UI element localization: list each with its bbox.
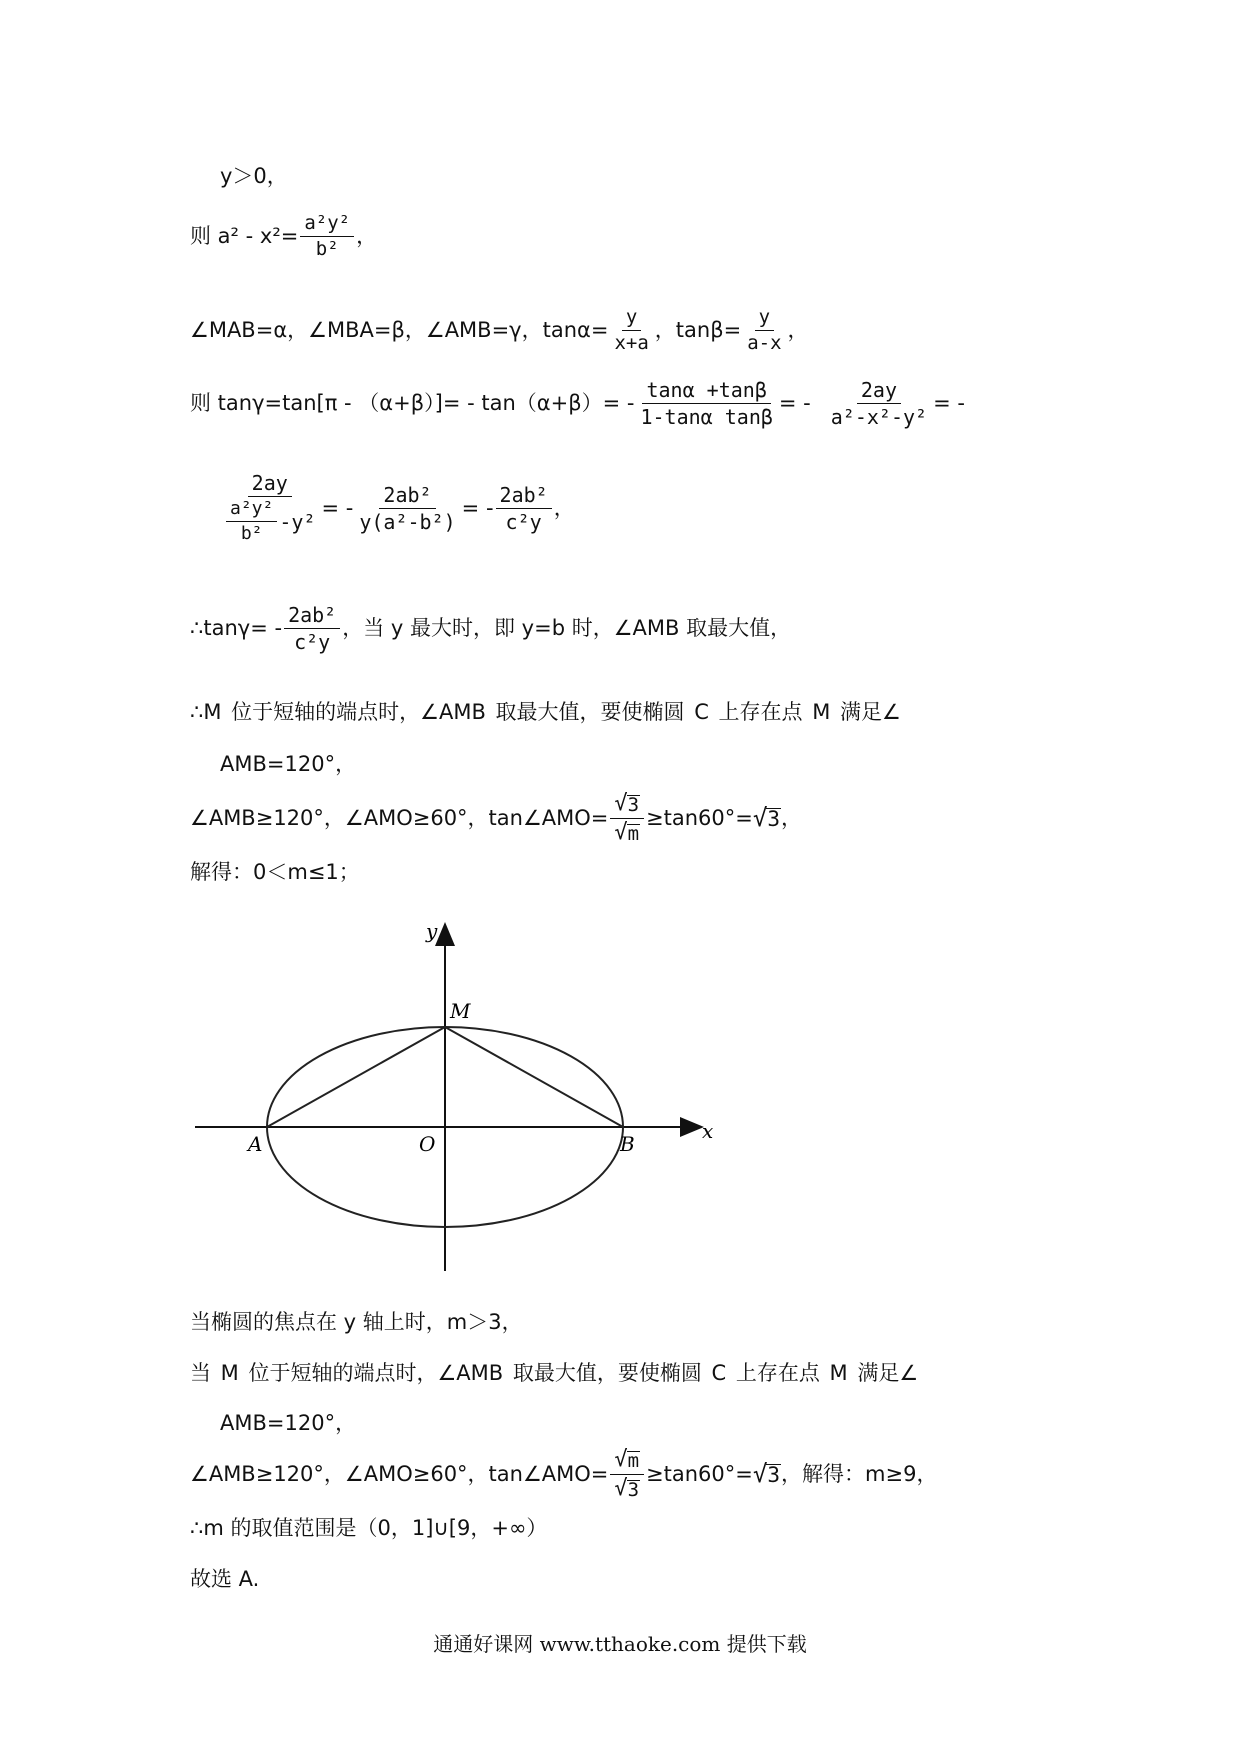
fraction-2ay-over-expression bbox=[827, 380, 931, 427]
text-line-6 bbox=[190, 605, 791, 652]
text-line-9 bbox=[190, 793, 802, 844]
fraction-numerator bbox=[610, 1449, 644, 1475]
text-line-7 bbox=[190, 702, 901, 723]
fraction-denominator: c²y bbox=[294, 630, 331, 654]
line-12-text: 当 M 位于短轴的端点时，∠AMB 取最大值，要使椭圆 C 上存在点 M 满足∠ bbox=[190, 1361, 919, 1385]
fraction-sqrt3-over-sqrtm bbox=[610, 793, 644, 844]
sqrt-3-result: √ 3 bbox=[752, 1460, 781, 1489]
line-9-part-d: ， bbox=[781, 805, 803, 830]
fraction-numerator: tanα +tanβ bbox=[642, 380, 770, 404]
line-5-part-c: ， bbox=[553, 495, 575, 520]
fraction-numerator: a²y² bbox=[300, 214, 354, 237]
fraction-tan-sum bbox=[636, 380, 776, 427]
fraction-numerator: y bbox=[755, 308, 774, 331]
fraction-sqrtm-over-sqrt3 bbox=[610, 1449, 644, 1500]
line-5-part-a: = - bbox=[321, 495, 354, 520]
line-14-part-a: ∠AMB≥120°，∠AMO≥60°，tan∠AMO= bbox=[190, 1461, 609, 1486]
fraction-denominator: 1-tanα tanβ bbox=[640, 405, 773, 429]
sqrt-3-result: √ 3 bbox=[752, 804, 781, 833]
line-8-text: AMB=120°， bbox=[220, 752, 357, 776]
fraction-tan-gamma bbox=[284, 605, 340, 652]
line-6-part-b: ，当 y 最大时，即 y=b 时，∠AMB 取最大值， bbox=[342, 616, 792, 640]
line-4-part-b: = - bbox=[778, 391, 811, 415]
text-line-8 bbox=[220, 754, 356, 775]
fraction-tan-beta bbox=[743, 308, 785, 353]
line-14-part-b: ≥tan60°= bbox=[646, 1461, 753, 1486]
fraction-compound bbox=[220, 473, 319, 543]
fraction-numerator: 2ay bbox=[857, 380, 901, 404]
page-footer bbox=[0, 1628, 1240, 1657]
line-6-part-a: ∴tanγ= - bbox=[190, 616, 283, 640]
text-line-3 bbox=[190, 308, 809, 353]
label-o: O bbox=[419, 1132, 436, 1156]
text-line-14 bbox=[190, 1449, 937, 1500]
text-line-5 bbox=[218, 473, 575, 543]
label-y: y bbox=[426, 919, 438, 943]
sqrt-3: √ 3 bbox=[614, 791, 640, 816]
label-b: B bbox=[620, 1132, 635, 1156]
line-7-text: ∴M 位于短轴的端点时，∠AMB 取最大值，要使椭圆 C 上存在点 M 满足∠ bbox=[190, 700, 901, 724]
fraction-denominator: y(a²-b²) bbox=[359, 509, 456, 534]
fraction-denominator: x+a bbox=[614, 332, 649, 354]
line-2-prefix: 则 a² - x²= bbox=[190, 224, 299, 248]
denominator-tail: -y² bbox=[279, 509, 316, 534]
fraction-denominator: b² bbox=[240, 523, 263, 544]
text-line-16 bbox=[190, 1569, 259, 1590]
text-line-12 bbox=[190, 1363, 918, 1384]
text-line-10 bbox=[190, 862, 360, 883]
label-m: M bbox=[450, 999, 471, 1023]
fraction-denominator: a-x bbox=[747, 332, 782, 354]
line-4-part-a: 则 tanγ=tan[π - （α+β）]= - tan（α+β）= - bbox=[190, 391, 635, 415]
line-3-part-c: ， bbox=[787, 318, 809, 342]
segment-am bbox=[267, 1027, 445, 1127]
fraction-2ab2-over-c2y bbox=[496, 482, 552, 534]
line-15-text: ∴m 的取值范围是（0，1]∪[9，+∞） bbox=[190, 1516, 548, 1540]
fraction-numerator: a²y² bbox=[226, 500, 277, 522]
label-x: x bbox=[702, 1119, 714, 1143]
fraction-numerator: 2ab² bbox=[496, 485, 552, 509]
fraction-numerator: y bbox=[622, 308, 641, 331]
line-9-part-a: ∠AMB≥120°，∠AMO≥60°，tan∠AMO= bbox=[190, 805, 609, 830]
line-1-text: y＞0， bbox=[220, 164, 288, 188]
ellipse-figure bbox=[190, 918, 714, 1278]
line-16-text: 故选 A. bbox=[190, 1567, 260, 1591]
segment-bm bbox=[445, 1027, 623, 1127]
fraction-numerator: 2ab² bbox=[379, 485, 435, 509]
fraction-denominator bbox=[610, 1475, 644, 1500]
label-a: A bbox=[248, 1132, 263, 1156]
line-3-part-a: ∠MAB=α，∠MBA=β，∠AMB=γ，tanα= bbox=[190, 318, 609, 342]
footer-text: 通通好课网 www.tthaoke.com 提供下载 bbox=[433, 1632, 807, 1656]
text-line-2 bbox=[190, 214, 377, 259]
fraction-denominator: c²y bbox=[505, 509, 542, 534]
fraction-numerator bbox=[610, 793, 644, 819]
text-line-11 bbox=[190, 1312, 523, 1333]
text-line-1 bbox=[220, 166, 288, 187]
fraction-2ab2-over-y bbox=[355, 482, 459, 534]
sqrt-3: √ 3 bbox=[614, 1475, 640, 1501]
fraction-numerator: 2ay bbox=[248, 473, 292, 497]
sqrt-m: √ m bbox=[614, 819, 640, 845]
line-13-text: AMB=120°， bbox=[220, 1411, 357, 1435]
fraction-numerator: 2ab² bbox=[284, 605, 340, 629]
fraction-denominator: a²-x²-y² bbox=[830, 405, 928, 429]
line-5-part-b: = - bbox=[461, 495, 494, 520]
inner-fraction bbox=[226, 500, 277, 543]
text-line-15 bbox=[190, 1518, 547, 1539]
line-11-text: 当椭圆的焦点在 y 轴上时，m＞3， bbox=[190, 1310, 523, 1334]
line-2-suffix: ， bbox=[356, 224, 378, 248]
line-9-part-b: ≥tan60°= bbox=[646, 805, 753, 830]
line-14-part-d: ，解得：m≥9， bbox=[781, 1461, 938, 1486]
sqrt-m: √ m bbox=[614, 1447, 640, 1472]
fraction-denominator: b² bbox=[315, 238, 339, 260]
text-line-4 bbox=[190, 380, 965, 427]
fraction-tan-alpha bbox=[610, 308, 652, 353]
fraction-compound-denominator bbox=[220, 497, 319, 543]
line-3-part-b: ，tanβ= bbox=[654, 318, 742, 342]
line-4-part-c: = - bbox=[933, 391, 965, 415]
fraction-a2y2-over-b2 bbox=[300, 214, 354, 259]
text-line-13 bbox=[220, 1413, 356, 1434]
fraction-denominator bbox=[610, 819, 644, 844]
line-10-text: 解得：0＜m≤1； bbox=[190, 860, 360, 884]
